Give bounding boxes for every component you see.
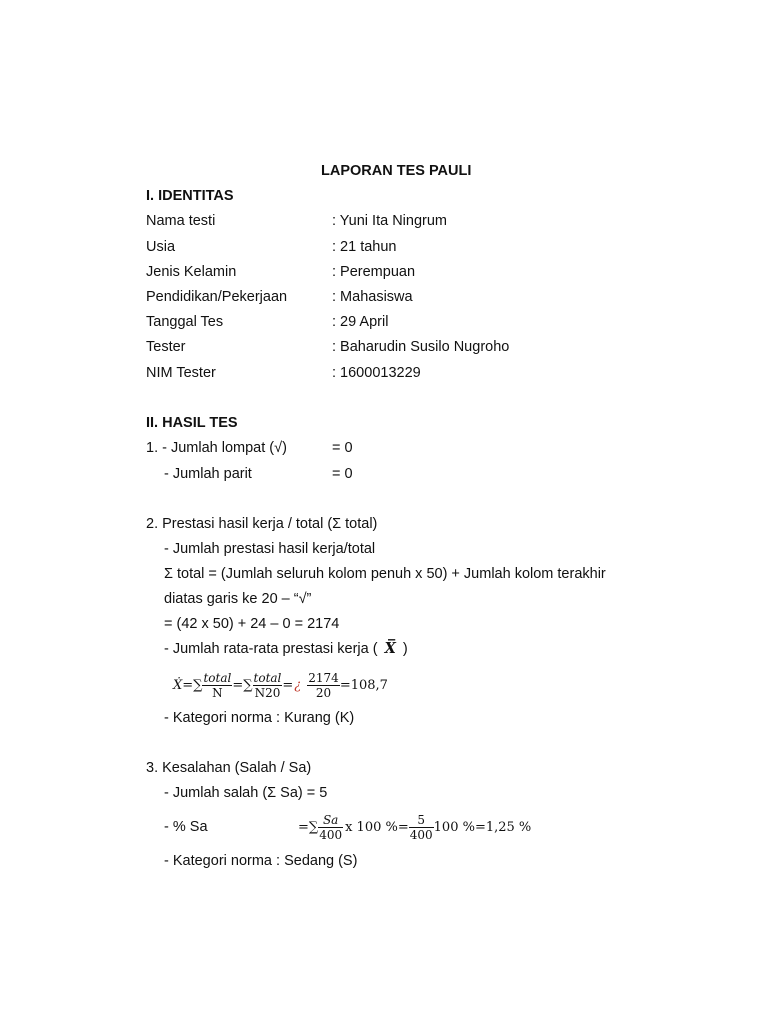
inverted-question-symbol: ¿ <box>294 677 302 693</box>
sa-formula-eq-1: =∑ <box>298 819 319 835</box>
kategori-kesalahan: - Kategori norma : Sedang (S) <box>164 853 358 869</box>
persen-sa-label: - % Sa <box>164 819 208 835</box>
identitas-value-usia: : 21 tahun <box>332 239 397 255</box>
identitas-heading: I. IDENTITAS <box>146 188 234 204</box>
jumlah-salah: - Jumlah salah (Σ Sa) = 5 <box>164 785 328 801</box>
identitas-value-pendidikan: : Mahasiswa <box>332 289 413 305</box>
xbar-dot-symbol: Ẋ <box>173 677 183 693</box>
fraction-sa-400-denominator: 400 <box>319 827 343 842</box>
hasil-heading: II. HASIL TES <box>146 415 238 431</box>
fraction-5-400-numerator: 5 <box>409 813 434 828</box>
fraction-5-400 <box>409 813 434 842</box>
parit-value: = 0 <box>332 466 353 482</box>
formula-eq-3: = <box>282 677 294 693</box>
identitas-value-tanggal: : 29 April <box>332 314 389 330</box>
prestasi-line-3: diatas garis ke 20 – “√” <box>164 591 312 607</box>
identitas-value-nama: : Yuni Ita Ningrum <box>332 213 447 229</box>
sa-formula-result: 100 %=1,25 % <box>433 819 532 835</box>
identitas-label-nim: NIM Tester <box>146 365 216 381</box>
kategori-prestasi: - Kategori norma : Kurang (K) <box>164 710 355 726</box>
fraction-total-n-numerator: total <box>203 670 232 685</box>
identitas-value-nim: : 1600013229 <box>332 365 421 381</box>
lompat-label: 1. - Jumlah lompat (√) <box>146 440 287 456</box>
fraction-2174-20-numerator: 2174 <box>308 670 339 685</box>
identitas-value-tester: : Baharudin Susilo Nugroho <box>332 339 510 355</box>
identitas-label-jenis-kelamin: Jenis Kelamin <box>146 264 237 280</box>
prestasi-line-1: - Jumlah prestasi hasil kerja/total <box>164 541 376 557</box>
identitas-label-tester: Tester <box>146 339 186 355</box>
rata-rata-formula <box>173 667 388 703</box>
fraction-sa-400-numerator: Sa <box>318 813 343 828</box>
formula-result: =108,7 <box>339 677 388 693</box>
xbar-symbol: X̅ <box>384 640 396 657</box>
fraction-total-n <box>202 671 232 700</box>
identitas-label-nama: Nama testi <box>146 213 216 229</box>
prestasi-line-4: = (42 x 50) + 24 – 0 = 2174 <box>164 616 340 632</box>
rata-rata-prefix: - Jumlah rata-rata prestasi kerja ( <box>164 641 378 657</box>
report-title: LAPORAN TES PAULI <box>321 163 472 179</box>
fraction-total-n20-numerator: total <box>253 670 282 685</box>
rata-rata-line <box>164 640 408 658</box>
identitas-label-usia: Usia <box>146 239 176 255</box>
prestasi-heading: 2. Prestasi hasil kerja / total (Σ total) <box>146 516 378 532</box>
fraction-total-n20 <box>253 671 283 700</box>
lompat-value: = 0 <box>332 440 353 456</box>
persen-sa-formula <box>298 809 531 845</box>
fraction-2174-20-denominator: 20 <box>315 685 332 700</box>
identitas-label-pendidikan: Pendidikan/Pekerjaan <box>146 289 288 305</box>
formula-eq-1: =∑ <box>182 677 203 693</box>
fraction-2174-20 <box>307 671 340 700</box>
fraction-total-n20-denominator: N20 <box>254 685 281 700</box>
fraction-total-n-denominator: N <box>212 685 223 700</box>
prestasi-line-2: Σ total = (Jumlah seluruh kolom penuh x 50) + Jumlah kolom terakhir <box>164 566 606 582</box>
identitas-label-tanggal: Tanggal Tes <box>146 314 224 330</box>
rata-rata-suffix: ) <box>402 641 408 657</box>
identitas-value-jenis-kelamin: : Perempuan <box>332 264 416 280</box>
kesalahan-heading: 3. Kesalahan (Salah / Sa) <box>146 760 312 776</box>
fraction-sa-400 <box>318 813 343 842</box>
formula-eq-2: =∑ <box>232 677 253 693</box>
sa-formula-mid: x 100 %= <box>345 819 409 835</box>
parit-label: - Jumlah parit <box>164 466 252 482</box>
fraction-5-400-denominator: 400 <box>409 827 433 842</box>
